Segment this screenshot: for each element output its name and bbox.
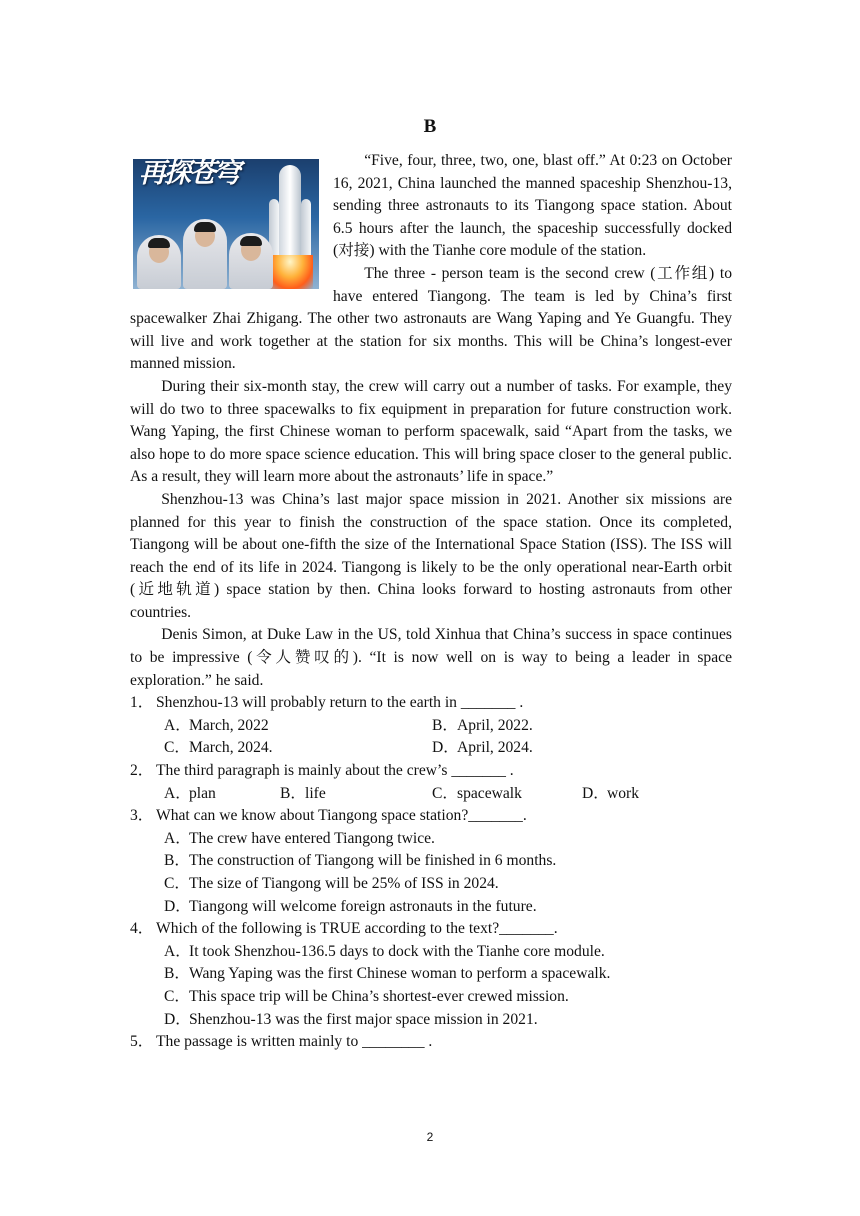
question-number: 3． xyxy=(130,807,154,825)
question-1-options-row-1 xyxy=(130,715,732,738)
option-d[interactable]: D．Tiangong will welcome foreign astronauts in the future. xyxy=(164,897,537,915)
option-a[interactable]: A．The crew have entered Tiangong twice. xyxy=(164,829,435,847)
photo-banner-text: 再探苍穹 xyxy=(139,159,239,189)
astronaut-figure xyxy=(183,219,227,289)
question-2 xyxy=(130,760,732,783)
question-1-options-row-2 xyxy=(130,737,732,760)
option-b[interactable]: B．The construction of Tiangong will be finished in 6 months. xyxy=(164,852,557,870)
paragraph-2: The three - person team is the second crew (工作组) to have entered Tiangong. The team is led by China’s first spacewalker Zhai Zhigang. The other two astronauts are Wang Yaping and Ye Guangfu. They will live and work together at the station for six months. This will be China’s longest-ever manned mission. xyxy=(130,264,732,373)
question-3 xyxy=(130,805,732,828)
paragraph-3: During their six-month stay, the crew will carry out a number of tasks. For example, they will do two to three spacewalks to fix equipment in preparation for future construction work. Wang Yaping, the first Chinese woman to perform spacewalk, said “Apart from the tasks, we also hope to do more space science education. This will bring space closer to the general public. As a result, they will learn more about the astronauts’ life in space.” xyxy=(130,377,732,486)
paragraph-4: Shenzhou-13 was China’s last major space mission in 2021. Another six missions are planned for this year to finish the construction of the space station. Once its completed, Tiangong will be about one-fifth the size of the International Space Station (ISS). The ISS will reach the end of its life in 2024. Tiangong is likely to be the only operational near-Earth orbit (近地轨道) space station by then. China looks forward to hosting astronauts from other countries. xyxy=(130,490,732,621)
option-a[interactable]: A．March, 2022 xyxy=(164,716,269,734)
option-b[interactable]: B．April, 2022. xyxy=(432,716,533,734)
question-number: 5． xyxy=(130,1033,154,1051)
rocket-icon xyxy=(279,165,301,263)
option-d[interactable]: D．Shenzhou-13 was the first major space mission in 2021. xyxy=(164,1010,538,1028)
question-1 xyxy=(130,692,732,715)
page-number: 2 xyxy=(426,1130,434,1144)
option-b[interactable]: B．life xyxy=(280,784,326,802)
option-d[interactable]: D．April, 2024. xyxy=(432,739,533,757)
astronaut-figure xyxy=(229,233,273,289)
option-a[interactable]: A．It took Shenzhou-136.5 days to dock with the Tianhe core module. xyxy=(164,942,605,960)
question-text: Shenzhou-13 will probably return to the earth in _______ . xyxy=(156,694,524,712)
question-text: The third paragraph is mainly about the crew’s _______ . xyxy=(156,762,514,780)
section-title: B xyxy=(423,116,437,137)
question-number: 4． xyxy=(130,920,154,938)
question-text: The passage is written mainly to ________ . xyxy=(156,1033,433,1051)
option-c[interactable]: C．The size of Tiangong will be 25% of ISS in 2024. xyxy=(164,875,499,892)
question-text: What can we know about Tiangong space station?_______. xyxy=(156,807,527,825)
option-d[interactable]: D．work xyxy=(582,784,640,802)
option-a[interactable]: A．plan xyxy=(164,784,216,802)
option-c[interactable]: C．March, 2024. xyxy=(164,739,273,757)
question-5 xyxy=(130,1031,732,1054)
question-text: Which of the following is TRUE according to the text?_______. xyxy=(156,920,558,938)
shenzhou-crew-photo xyxy=(133,159,319,289)
question-4 xyxy=(130,918,732,941)
astronaut-figure xyxy=(137,235,181,289)
option-c[interactable]: C．spacewalk xyxy=(432,784,522,802)
paragraph-5: Denis Simon, at Duke Law in the US, told Xinhua that China’s success in space continues to be impressive (令人赞叹的). “It is now well on is way to being a leader in space exploration.” he said. xyxy=(130,626,732,689)
rocket-flame xyxy=(267,255,313,289)
question-number: 2． xyxy=(130,762,154,780)
passage-content xyxy=(130,150,732,1054)
question-2-options xyxy=(130,783,732,806)
paragraph-1: “Five, four, three, two, one, blast off.” At 0:23 on October 16, 2021, China launched the manned spaceship Shenzhou-13, sending three astronauts to its Tiangong space station. About 6.5 hours after the launch, the spaceship successfully docked (对接) with the Tianhe core module of the station. xyxy=(333,152,732,260)
option-c[interactable]: C．This space trip will be China’s shortest-ever crewed mission. xyxy=(164,987,569,1005)
question-number: 1． xyxy=(130,694,154,712)
option-b[interactable]: B．Wang Yaping was the first Chinese woman to perform a spacewalk. xyxy=(164,965,611,983)
